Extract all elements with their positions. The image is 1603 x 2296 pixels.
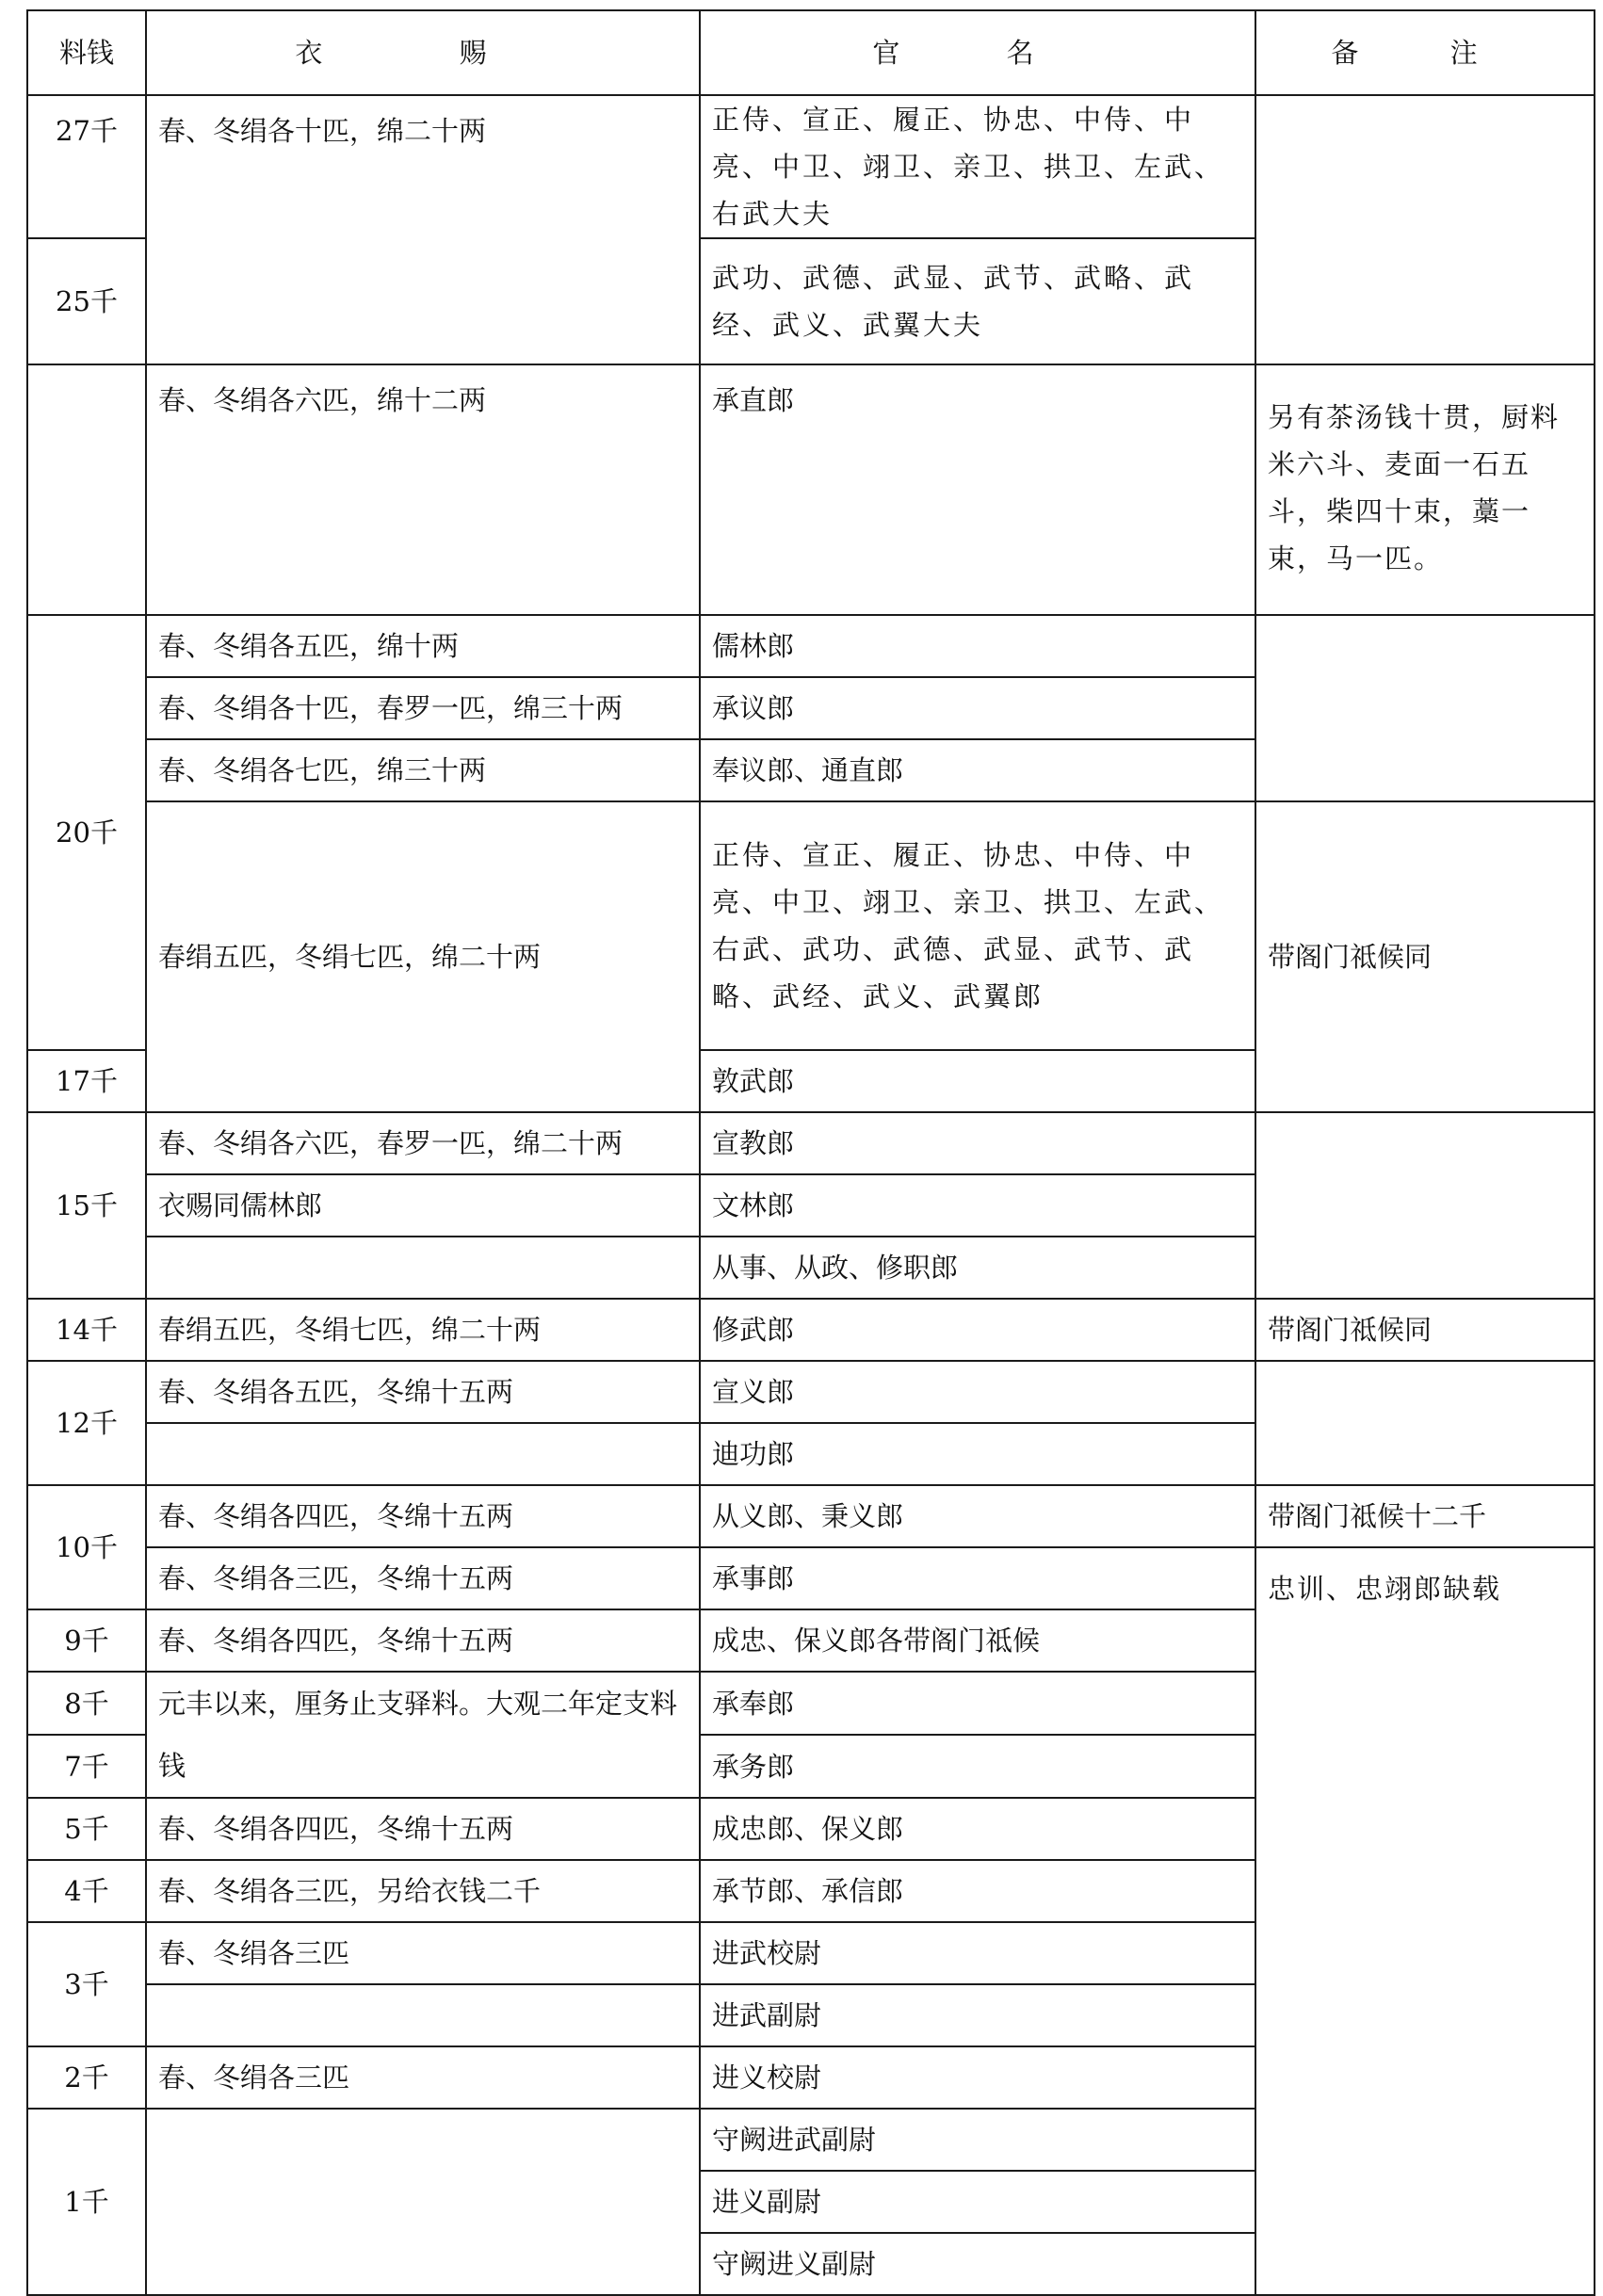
rank-cell: 进武校尉 bbox=[700, 1922, 1255, 1984]
remarks-cell bbox=[1255, 615, 1595, 801]
rank-cell: 迪功郎 bbox=[700, 1423, 1255, 1485]
rank-cell: 承议郎 bbox=[700, 677, 1255, 739]
clothing-cell bbox=[146, 1423, 700, 1485]
rank-cell: 从事、从政、修职郎 bbox=[700, 1237, 1255, 1299]
rank-cell: 武功、武德、武显、武节、武略、武经、武义、武翼大夫 bbox=[700, 238, 1255, 364]
clothing-cell: 春、冬绢各六匹，绵十二两 bbox=[146, 364, 700, 615]
pay-cell: 1千 bbox=[27, 2109, 146, 2295]
remarks-cell: 带阁门祗候同 bbox=[1255, 1299, 1595, 1361]
clothing-cell: 春、冬绢各七匹，绵三十两 bbox=[146, 739, 700, 801]
header-rank: 官 名 bbox=[700, 10, 1255, 95]
clothing-cell: 春、冬绢各六匹，春罗一匹，绵二十两 bbox=[146, 1112, 700, 1174]
table-row bbox=[27, 1361, 1595, 1423]
pay-cell: 3千 bbox=[27, 1922, 146, 2046]
rank-cell: 成忠、保义郎各带阁门祗候 bbox=[700, 1609, 1255, 1672]
clothing-cell bbox=[146, 1984, 700, 2046]
rank-cell: 宣义郎 bbox=[700, 1361, 1255, 1423]
header-row bbox=[27, 10, 1595, 95]
clothing-cell: 春、冬绢各十匹，春罗一匹，绵三十两 bbox=[146, 677, 700, 739]
clothing-cell: 春、冬绢各五匹，绵十两 bbox=[146, 615, 700, 677]
table-row bbox=[27, 1112, 1595, 1174]
pay-cell: 2千 bbox=[27, 2046, 146, 2109]
table-row bbox=[27, 364, 1595, 615]
salary-table bbox=[26, 9, 1595, 2296]
clothing-cell: 春绢五匹，冬绢七匹，绵二十两 bbox=[146, 1299, 700, 1361]
clothing-cell: 春、冬绢各三匹 bbox=[146, 2046, 700, 2109]
rank-cell: 守阙进武副尉 bbox=[700, 2109, 1255, 2171]
rank-cell: 儒林郎 bbox=[700, 615, 1255, 677]
remarks-cell bbox=[1255, 95, 1595, 364]
rank-cell: 文林郎 bbox=[700, 1174, 1255, 1237]
remarks-cell: 另有茶汤钱十贯，厨料米六斗、麦面一石五斗，柴四十束，藁一束，马一匹。 bbox=[1255, 364, 1595, 615]
pay-cell: 5千 bbox=[27, 1798, 146, 1860]
pay-cell: 20千 bbox=[27, 615, 146, 1050]
clothing-cell: 春、冬绢各四匹，冬绵十五两 bbox=[146, 1485, 700, 1547]
pay-cell: 4千 bbox=[27, 1860, 146, 1922]
header-clothing: 衣 赐 bbox=[146, 10, 700, 95]
rank-cell: 宣教郎 bbox=[700, 1112, 1255, 1174]
clothing-cell: 春、冬绢各三匹，另给衣钱二千 bbox=[146, 1860, 700, 1922]
pay-cell: 9千 bbox=[27, 1609, 146, 1672]
rank-cell: 承事郎 bbox=[700, 1547, 1255, 1609]
pay-cell: 12千 bbox=[27, 1361, 146, 1485]
clothing-cell: 衣赐同儒林郎 bbox=[146, 1174, 700, 1237]
clothing-cell: 春、冬绢各四匹，冬绵十五两 bbox=[146, 1798, 700, 1860]
pay-cell: 10千 bbox=[27, 1485, 146, 1609]
table-row bbox=[27, 801, 1595, 1050]
header-pay: 料钱 bbox=[27, 10, 146, 95]
clothing-cell bbox=[146, 1237, 700, 1299]
rank-cell: 成忠郎、保义郎 bbox=[700, 1798, 1255, 1860]
header-remarks: 备 注 bbox=[1255, 10, 1595, 95]
remarks-cell: 带阁门祗候同 bbox=[1255, 801, 1595, 1112]
pay-cell: 17千 bbox=[27, 1050, 146, 1112]
rank-cell: 进义副尉 bbox=[700, 2171, 1255, 2233]
pay-cell: 27千 bbox=[27, 95, 146, 238]
table-row bbox=[27, 1299, 1595, 1361]
rank-cell: 敦武郎 bbox=[700, 1050, 1255, 1112]
clothing-cell: 春、冬绢各十匹，绵二十两 bbox=[146, 95, 700, 364]
pay-cell: 25千 bbox=[27, 238, 146, 364]
rank-cell: 承务郎 bbox=[700, 1735, 1255, 1798]
rank-cell: 进义校尉 bbox=[700, 2046, 1255, 2109]
rank-cell: 正侍、宣正、履正、协忠、中侍、中亮、中卫、翊卫、亲卫、拱卫、左武、右武大夫 bbox=[700, 95, 1255, 238]
rank-cell: 承节郎、承信郎 bbox=[700, 1860, 1255, 1922]
table-row bbox=[27, 95, 1595, 238]
rank-cell: 修武郎 bbox=[700, 1299, 1255, 1361]
clothing-cell: 春、冬绢各五匹，冬绵十五两 bbox=[146, 1361, 700, 1423]
rank-cell: 奉议郎、通直郎 bbox=[700, 739, 1255, 801]
rank-cell: 从义郎、秉义郎 bbox=[700, 1485, 1255, 1547]
rank-cell: 正侍、宣正、履正、协忠、中侍、中亮、中卫、翊卫、亲卫、拱卫、左武、右武、武功、武德、武显、武节、武略、武经、武义、武翼郎 bbox=[700, 801, 1255, 1050]
rank-cell: 承奉郎 bbox=[700, 1672, 1255, 1735]
clothing-cell: 春、冬绢各三匹，冬绵十五两 bbox=[146, 1547, 700, 1609]
clothing-cell: 春、冬绢各三匹 bbox=[146, 1922, 700, 1984]
table-row bbox=[27, 1547, 1595, 1609]
pay-cell: 14千 bbox=[27, 1299, 146, 1361]
remarks-cell: 忠训、忠翊郎缺载 bbox=[1255, 1547, 1595, 2295]
clothing-cell: 春绢五匹，冬绢七匹，绵二十两 bbox=[146, 801, 700, 1112]
pay-cell: 7千 bbox=[27, 1735, 146, 1798]
remarks-cell bbox=[1255, 1112, 1595, 1299]
remarks-cell bbox=[1255, 1361, 1595, 1485]
rank-cell: 进武副尉 bbox=[700, 1984, 1255, 2046]
rank-cell: 守阙进义副尉 bbox=[700, 2233, 1255, 2295]
clothing-cell: 春、冬绢各四匹，冬绵十五两 bbox=[146, 1609, 700, 1672]
clothing-cell bbox=[146, 2109, 700, 2295]
pay-cell bbox=[27, 364, 146, 615]
clothing-cell: 元丰以来，厘务止支驿料。大观二年定支料钱 bbox=[146, 1672, 700, 1798]
remarks-cell: 带阁门祗候十二千 bbox=[1255, 1485, 1595, 1547]
table-row bbox=[27, 615, 1595, 677]
table-row bbox=[27, 1485, 1595, 1547]
pay-cell: 15千 bbox=[27, 1112, 146, 1299]
rank-cell: 承直郎 bbox=[700, 364, 1255, 615]
pay-cell: 8千 bbox=[27, 1672, 146, 1735]
